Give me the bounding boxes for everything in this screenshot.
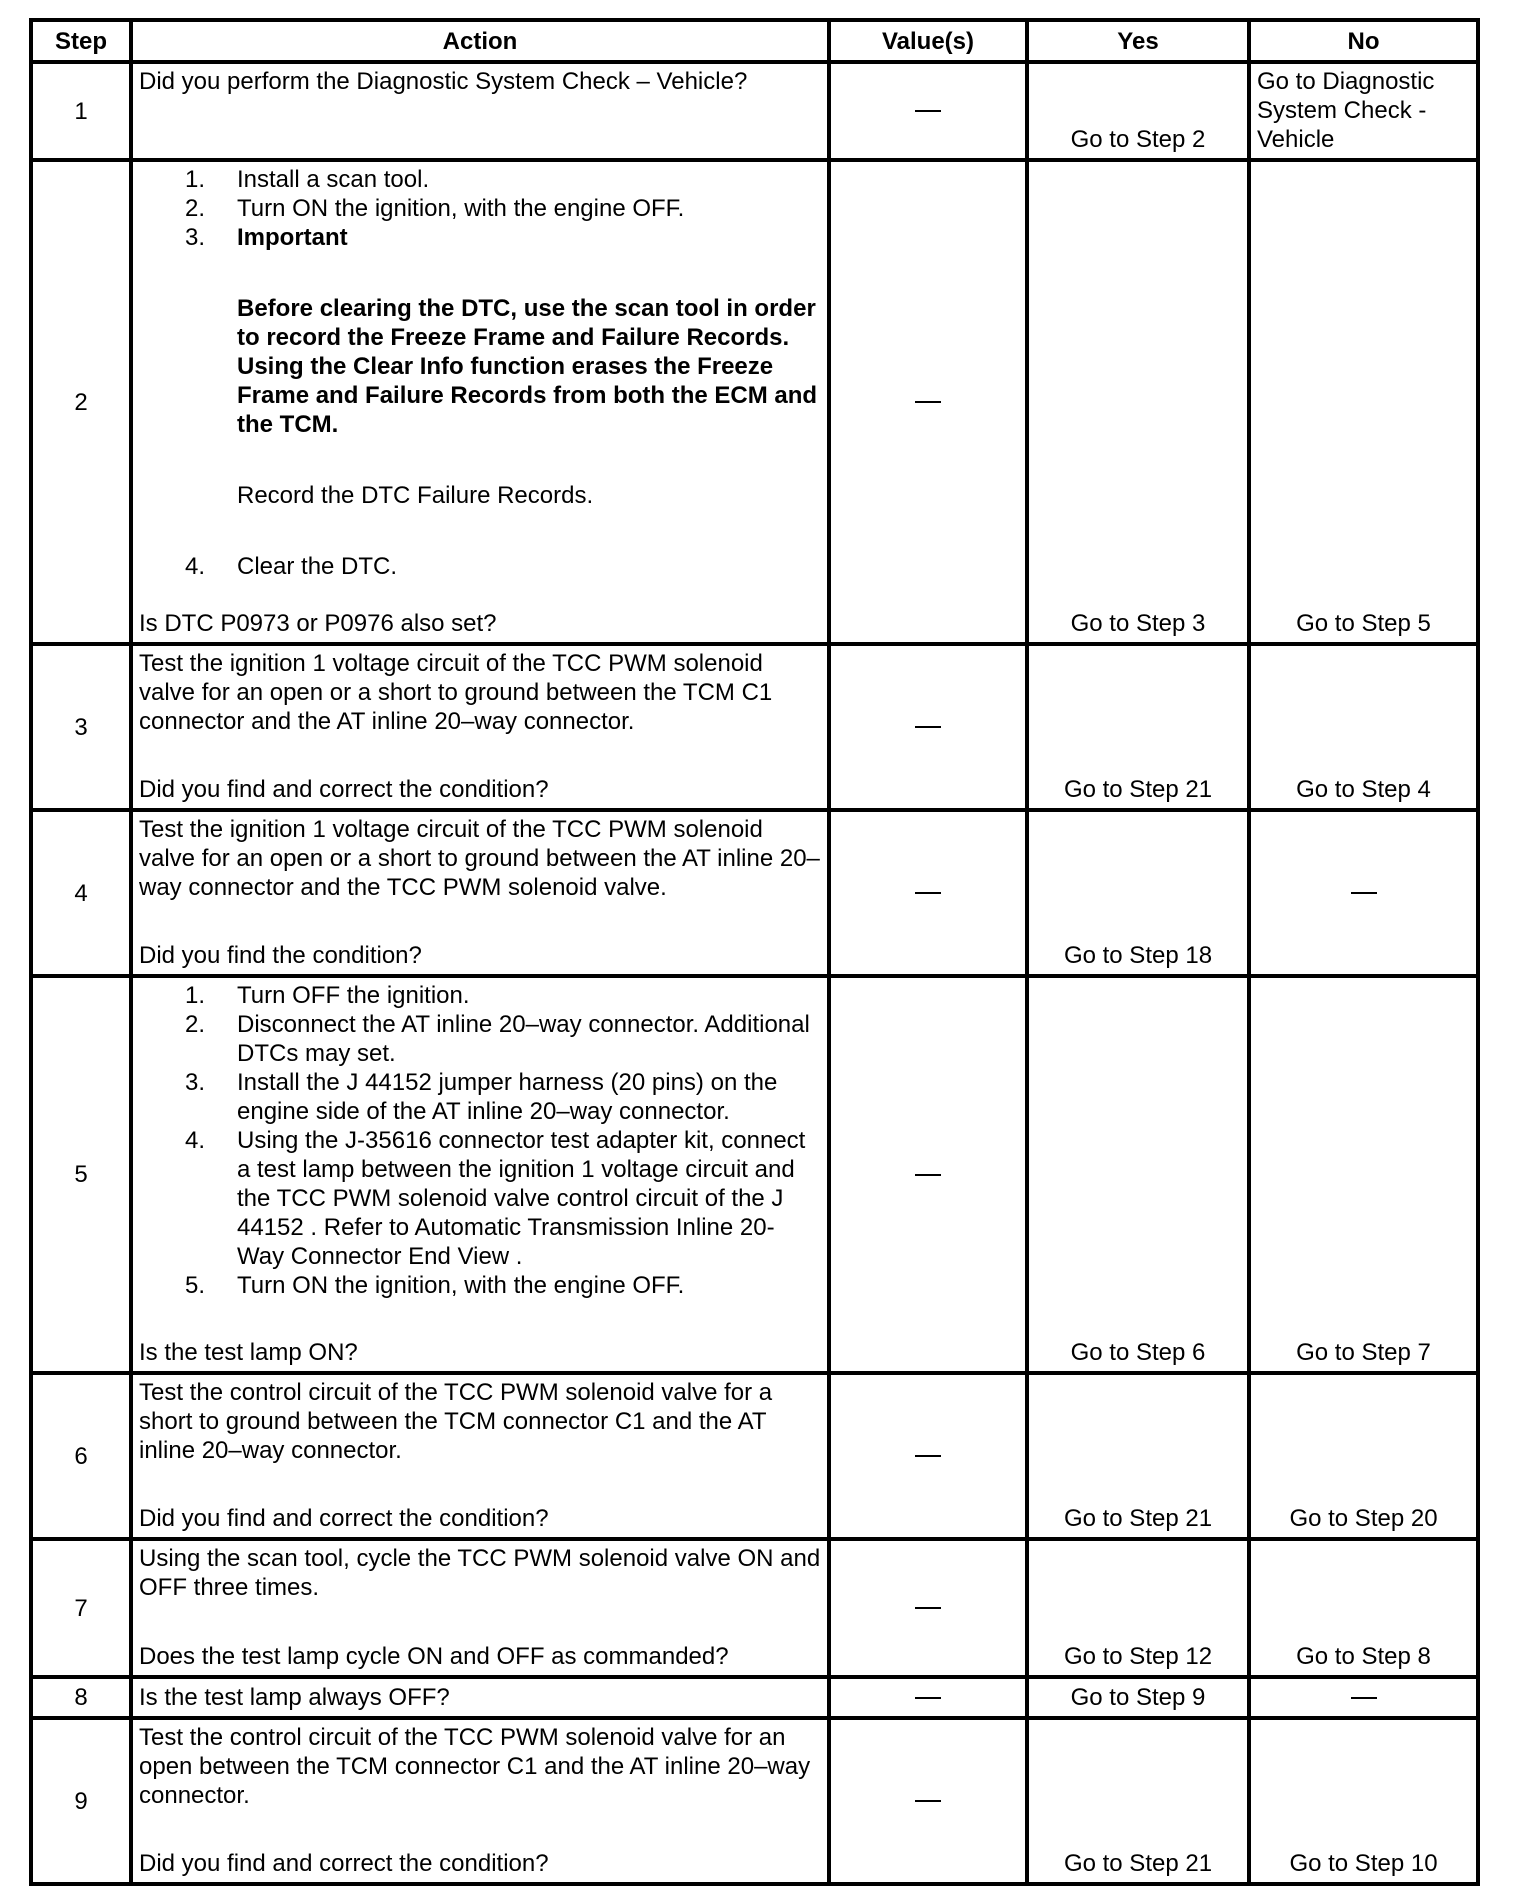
value-cell bbox=[829, 1539, 1027, 1677]
dash-mark bbox=[1351, 1697, 1377, 1699]
yes-cell: Go to Step 6 bbox=[1027, 976, 1249, 1373]
action-question: Did you find and correct the condition? bbox=[139, 776, 549, 803]
value-cell bbox=[829, 160, 1027, 644]
yes-cell: Go to Step 21 bbox=[1027, 1718, 1249, 1884]
no-cell bbox=[1249, 1677, 1478, 1718]
value-cell bbox=[829, 976, 1027, 1373]
action-question: Did you find the condition? bbox=[139, 942, 422, 969]
dash-mark bbox=[915, 401, 941, 403]
action-cell bbox=[131, 1718, 829, 1884]
list-item: 3. Important Before clearing the DTC, use the scan tool in order to record the Freeze Frame and Failure Records. Using the Clear Info function erases the Freeze Frame and Failure Records from both the ECM and the TCM. Record the DTC Failure Records. bbox=[185, 223, 821, 552]
action-question: Does the test lamp cycle ON and OFF as commanded? bbox=[139, 1643, 729, 1670]
action-cell bbox=[131, 1677, 829, 1718]
value-cell bbox=[829, 62, 1027, 160]
yes-cell: Go to Step 21 bbox=[1027, 1373, 1249, 1539]
no-cell: Go to Step 5 bbox=[1249, 160, 1478, 644]
yes-cell: Go to Step 3 bbox=[1027, 160, 1249, 644]
table-row bbox=[31, 1373, 1478, 1539]
step-number: 2 bbox=[31, 160, 131, 644]
list-item: 1. Install a scan tool. bbox=[185, 166, 430, 193]
step-number: 6 bbox=[31, 1373, 131, 1539]
header-no: No bbox=[1249, 20, 1478, 62]
action-cell bbox=[131, 62, 829, 160]
table-row bbox=[31, 810, 1478, 976]
yes-cell: Go to Step 2 bbox=[1027, 62, 1249, 160]
action-text: Test the control circuit of the TCC PWM solenoid valve for an open between the TCM connector C1 and the AT inline 20–way connector. bbox=[139, 1724, 811, 1809]
step-number: 9 bbox=[31, 1718, 131, 1884]
table-row bbox=[31, 160, 1478, 644]
action-question: Did you find and correct the condition? bbox=[139, 1505, 549, 1532]
value-cell bbox=[829, 1718, 1027, 1884]
dash-mark bbox=[915, 1455, 941, 1457]
step-number: 8 bbox=[31, 1677, 131, 1718]
step-list bbox=[139, 981, 821, 1300]
header-yes: Yes bbox=[1027, 20, 1249, 62]
no-cell: Go to Step 8 bbox=[1249, 1539, 1478, 1677]
yes-cell: Go to Step 12 bbox=[1027, 1539, 1249, 1677]
action-cell bbox=[131, 976, 829, 1373]
dash-mark bbox=[1351, 892, 1377, 894]
important-note: Before clearing the DTC, use the scan tool in order to record the Freeze Frame and Failure Records. Using the Clear Info function erases the Freeze Frame and Failure Records from both the ECM and the TCM. bbox=[237, 295, 818, 438]
no-cell bbox=[1249, 810, 1478, 976]
table-row bbox=[31, 644, 1478, 810]
yes-cell: Go to Step 9 bbox=[1027, 1677, 1249, 1718]
dash-mark bbox=[915, 1607, 941, 1609]
header-step: Step bbox=[31, 20, 131, 62]
dash-mark bbox=[915, 110, 941, 112]
step-number: 4 bbox=[31, 810, 131, 976]
list-item: 1. Turn OFF the ignition. bbox=[185, 982, 470, 1009]
list-item: 2. Disconnect the AT inline 20–way connector. Additional DTCs may set. bbox=[185, 1011, 810, 1067]
value-cell bbox=[829, 1373, 1027, 1539]
no-cell: Go to Step 4 bbox=[1249, 644, 1478, 810]
record-instruction: Record the DTC Failure Records. bbox=[237, 482, 594, 509]
action-text: Test the ignition 1 voltage circuit of the TCC PWM solenoid valve for an open or a short to ground between the AT inline 20–way connector and the TCC PWM solenoid valve. bbox=[139, 816, 820, 901]
action-question: Is DTC P0973 or P0976 also set? bbox=[139, 610, 497, 637]
step-list bbox=[139, 165, 821, 581]
table-row bbox=[31, 1718, 1478, 1884]
step-number: 3 bbox=[31, 644, 131, 810]
table-row bbox=[31, 976, 1478, 1373]
action-text: Test the ignition 1 voltage circuit of the TCC PWM solenoid valve for an open or a short to ground between the TCM C1 connector and the AT inline 20–way connector. bbox=[139, 650, 773, 735]
yes-cell: Go to Step 21 bbox=[1027, 644, 1249, 810]
value-cell bbox=[829, 1677, 1027, 1718]
dash-mark bbox=[915, 1800, 941, 1802]
value-cell bbox=[829, 644, 1027, 810]
diagnostic-table bbox=[29, 18, 1480, 1886]
action-question: Did you find and correct the condition? bbox=[139, 1850, 549, 1877]
no-cell: Go to Step 20 bbox=[1249, 1373, 1478, 1539]
list-item: 5. Turn ON the ignition, with the engine OFF. bbox=[185, 1272, 685, 1299]
action-question: Is the test lamp always OFF? bbox=[139, 1683, 450, 1711]
dash-mark bbox=[915, 892, 941, 894]
yes-cell: Go to Step 18 bbox=[1027, 810, 1249, 976]
header-action: Action bbox=[131, 20, 829, 62]
table-row bbox=[31, 1539, 1478, 1677]
table-row bbox=[31, 1677, 1478, 1718]
header-values: Value(s) bbox=[829, 20, 1027, 62]
action-text: Using the scan tool, cycle the TCC PWM solenoid valve ON and OFF three times. bbox=[139, 1545, 821, 1601]
no-cell: Go to Diagnostic System Check - Vehicle bbox=[1249, 62, 1478, 160]
action-cell bbox=[131, 160, 829, 644]
value-cell bbox=[829, 810, 1027, 976]
list-item: 3. Install the J 44152 jumper harness (20 pins) on the engine side of the AT inline 20–way connector. bbox=[185, 1069, 778, 1125]
no-cell: Go to Step 10 bbox=[1249, 1718, 1478, 1884]
action-text: Test the control circuit of the TCC PWM solenoid valve for a short to ground between the TCM connector C1 and the AT inline 20–way connector. bbox=[139, 1379, 773, 1464]
action-text: Did you perform the Diagnostic System Check – Vehicle? bbox=[139, 68, 748, 95]
action-cell bbox=[131, 1373, 829, 1539]
no-cell: Go to Step 7 bbox=[1249, 976, 1478, 1373]
dash-mark bbox=[915, 1697, 941, 1699]
important-heading: Important bbox=[237, 224, 348, 251]
list-item: 2. Turn ON the ignition, with the engine OFF. bbox=[185, 195, 685, 222]
action-cell bbox=[131, 1539, 829, 1677]
step-number: 5 bbox=[31, 976, 131, 1373]
action-question: Is the test lamp ON? bbox=[139, 1339, 358, 1366]
table-row bbox=[31, 62, 1478, 160]
list-item: 4. Clear the DTC. bbox=[185, 553, 398, 580]
action-cell bbox=[131, 644, 829, 810]
header-row bbox=[31, 20, 1478, 62]
list-item: 4. Using the J-35616 connector test adapter kit, connect a test lamp between the ignition 1 voltage circuit and the TCC PWM solenoid valve control circuit of the J 44152 . Refer to Automatic Transmission Inline 20-Way Connector End View . bbox=[185, 1127, 806, 1270]
dash-mark bbox=[915, 726, 941, 728]
step-number: 7 bbox=[31, 1539, 131, 1677]
action-cell bbox=[131, 810, 829, 976]
dash-mark bbox=[915, 1174, 941, 1176]
step-number: 1 bbox=[31, 62, 131, 160]
